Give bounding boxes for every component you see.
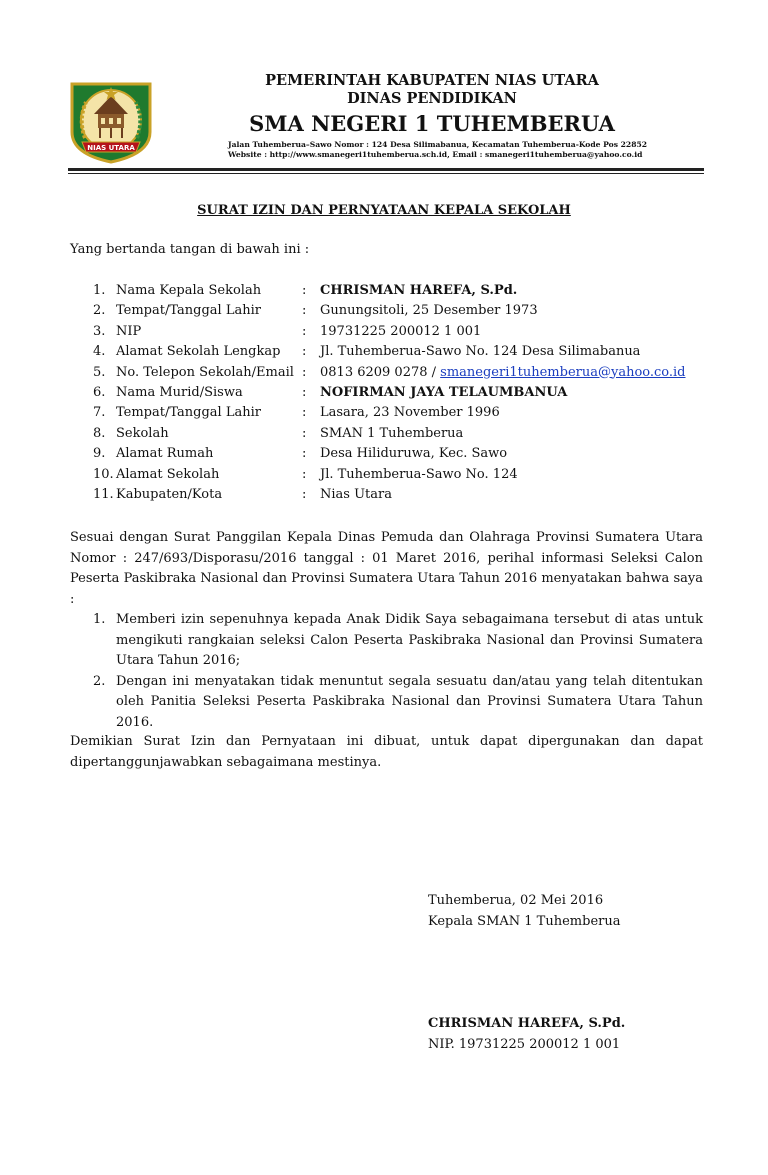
department-name: DINAS PENDIDIKAN [347, 90, 517, 107]
signer-name: CHRISMAN HAREFA, S.Pd. [428, 1016, 626, 1031]
field-value: SMAN 1 Tuhemberua [320, 425, 464, 441]
statement-list [93, 610, 703, 733]
field-colon: : [302, 486, 307, 502]
student-name-value: NOFIRMAN JAYA TELAUMBANUA [320, 384, 568, 400]
field-number: 11. [93, 486, 114, 502]
field-number: 1. [93, 283, 106, 298]
signature-header [428, 891, 620, 932]
regency-logo-icon [68, 80, 154, 164]
field-colon: : [302, 466, 307, 482]
field-colon: : [302, 283, 307, 298]
school-website: Website : http://www.smanegeri1tuhemberua.sch.id, Email : smanegeri1tuhemberua@yahoo.co.id [228, 150, 643, 159]
government-name: PEMERINTAH KABUPATEN NIAS UTARA [265, 72, 599, 89]
field-label: Nama Murid/Siswa [116, 384, 243, 400]
school-address: Jalan Tuhemberua–Sawo Nomor : 124 Desa Silimabanua, Kecamatan Tuhemberua-Kode Pos 22852 [228, 140, 648, 149]
field-value: Jl. Tuhemberua-Sawo No. 124 [320, 466, 518, 482]
signature-footer [428, 1014, 625, 1055]
field-value: 19731225 200012 1 001 [320, 323, 482, 339]
list-number: 2. [93, 673, 106, 689]
field-value: Desa Hiliduruwa, Kec. Sawo [320, 446, 508, 462]
logo-banner-text: NIAS UTARA [87, 144, 135, 152]
list-item [93, 672, 703, 734]
field-number: 6. [93, 384, 106, 400]
field-number: 2. [93, 303, 106, 319]
field-label: Alamat Sekolah [116, 466, 220, 482]
field-number: 8. [93, 425, 106, 441]
email-link[interactable]: smanegeri1tuhemberua@yahoo.co.id [440, 364, 686, 380]
school-name: SMA NEGERI 1 TUHEMBERUA [249, 111, 615, 136]
signer-position: Kepala SMAN 1 Tuhemberua [428, 913, 621, 929]
field-number: 7. [93, 405, 106, 421]
field-label: NIP [116, 323, 142, 339]
field-colon: : [302, 303, 307, 319]
field-colon: : [302, 384, 307, 400]
letterhead [222, 72, 648, 159]
reference-paragraph: Sesuai dengan Surat Panggilan Kepala Dinas Pemuda dan Olahraga Provinsi Sumatera Utara Nomor : 247/693/Disporasu/2016 tanggal : 01 Maret 2016, perihal informasi Seleksi Calon Peserta Paskibraka Nasional dan Provinsi Sumatera Utara Tahun 2016 menyatakan bahwa saya : [70, 530, 703, 607]
field-number: 3. [93, 323, 106, 339]
field-colon: : [302, 405, 307, 421]
field-label: Alamat Sekolah Lengkap [116, 344, 281, 360]
field-label: Tempat/Tanggal Lahir [116, 405, 261, 421]
field-label: No. Telepon Sekolah/Email [116, 364, 294, 380]
field-number: 5. [93, 364, 106, 380]
list-text: Dengan ini menyatakan tidak menuntut segala sesuatu dan/atau yang telah ditentukan oleh Panitia Seleksi Peserta Paskibraka Nasional dan Provinsi Sumatera Utara Tahun 2016. [116, 673, 703, 730]
signer-nip: NIP. 19731225 200012 1 001 [428, 1036, 621, 1052]
field-colon: : [302, 323, 307, 339]
field-colon: : [302, 344, 307, 360]
intro-text: Yang bertanda tangan di bawah ini : [70, 242, 310, 257]
field-colon: : [302, 425, 307, 441]
field-value: Jl. Tuhemberua-Sawo No. 124 Desa Silimabanua [320, 344, 641, 360]
list-item [93, 610, 703, 672]
list-text: Memberi izin sepenuhnya kepada Anak Didik Saya sebagaimana tersebut di atas untuk mengikuti rangkaian seleksi Calon Peserta Paskibraka Nasional dan Provinsi Sumatera Utara Tahun 2016; [116, 612, 703, 668]
letter-title: SURAT IZIN DAN PERNYATAAN KEPALA SEKOLAH [197, 203, 571, 218]
closing-paragraph: Demikian Surat Izin dan Pernyataan ini dibuat, untuk dapat dipergunakan dan dapat dipertanggunjawabkan sebagaimana mestinya. [70, 734, 703, 770]
field-value: Lasara, 23 November 1996 [320, 405, 500, 421]
field-colon: : [302, 446, 307, 462]
field-colon: : [302, 364, 307, 380]
letterhead-thin-divider [68, 173, 704, 174]
school-address-block [228, 140, 648, 160]
field-label: Nama Kepala Sekolah [116, 283, 262, 298]
field-label: Tempat/Tanggal Lahir [116, 303, 261, 319]
field-label: Kabupaten/Kota [116, 486, 223, 502]
phone-number: 0813 6209 0278 / [320, 364, 441, 380]
field-label: Sekolah [116, 425, 169, 441]
field-number: 9. [93, 446, 106, 462]
field-value: Nias Utara [320, 486, 392, 502]
field-value [320, 365, 686, 380]
letterhead-thick-divider [68, 168, 704, 171]
field-number: 10. [93, 466, 114, 482]
list-number: 1. [93, 612, 106, 627]
place-date: Tuhemberua, 02 Mei 2016 [428, 893, 604, 908]
field-number: 4. [93, 344, 106, 360]
field-value: Gunungsitoli, 25 Desember 1973 [320, 303, 538, 319]
field-label: Alamat Rumah [116, 446, 214, 462]
principal-name-value: CHRISMAN HAREFA, S.Pd. [320, 283, 518, 298]
